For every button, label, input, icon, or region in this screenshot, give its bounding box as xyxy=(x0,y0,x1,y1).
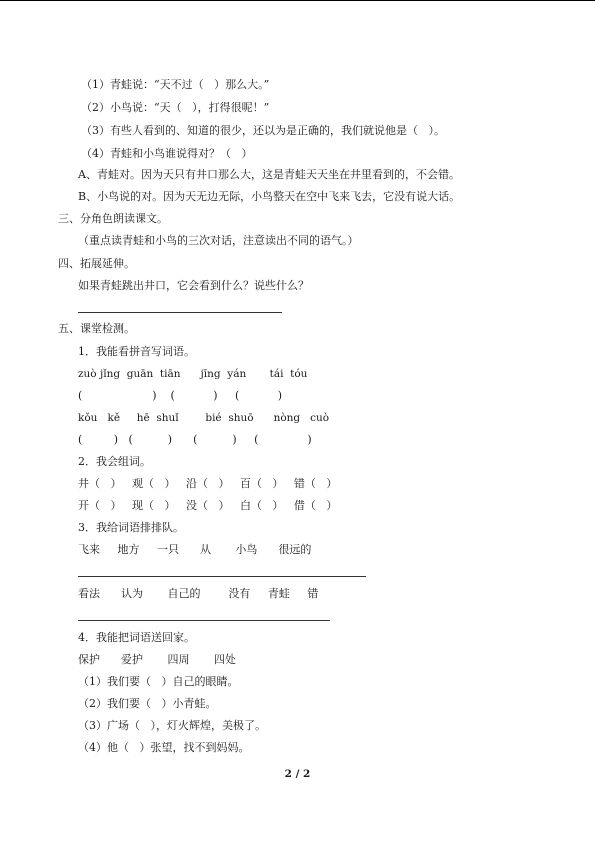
q3-idiom: （3）有些人看到的、知道的很少，还以为是正确的，我们就说他是（ ）。 xyxy=(81,124,445,137)
blanks-row-2: ( ) ( ) ( ) ( ) xyxy=(78,433,312,446)
pinyin-row-1: zuò jǐng guān tiān jīng yán tái tóu xyxy=(78,368,308,380)
section-three-title: 三、分角色朗读课文。 xyxy=(58,212,168,225)
word-group-row-2: 开（ ） 现（ ） 没（ ） 白（ ） 借（ ） xyxy=(78,499,338,512)
blanks-row-1: ( ) ( ) ( ) xyxy=(78,389,283,402)
task1-title: 1．我能看拼音写词语。 xyxy=(78,345,195,358)
fill-1: （1）我们要（ ）自己的眼睛。 xyxy=(78,675,239,688)
pinyin-row-2: kǒu kě hē shuǐ bié shuō nòng cuò xyxy=(78,412,330,424)
word-group-row-1: 井（ ） 观（ ） 沿（ ） 百（ ） 错（ ） xyxy=(78,477,338,490)
fill-4: （4）他（ ）张望，找不到妈妈。 xyxy=(78,741,250,754)
task4-title: 4．我能把词语送回家。 xyxy=(78,631,195,644)
task3-title: 3．我给词语排排队。 xyxy=(78,521,184,534)
answer-line[interactable] xyxy=(78,312,282,313)
section-four-title: 四、拓展延伸。 xyxy=(58,257,135,270)
task2-title: 2．我会组词。 xyxy=(78,455,151,468)
q4-who-is-right: （4）青蛙和小鸟谁说得对？（ ） xyxy=(81,147,253,160)
order-words-2: 看法 认为 自己的 没有 青蛙 错 xyxy=(78,587,319,600)
page-number: 2 / 2 xyxy=(284,768,311,780)
fill-3: （3）广场（ ），灯火辉煌，美极了。 xyxy=(78,719,266,732)
section-three-note: （重点读青蛙和小鸟的三次对话，注意读出不同的语气。） xyxy=(78,234,359,247)
section-four-question: 如果青蛙跳出井口，它会看到什么？说些什么？ xyxy=(78,279,309,292)
option-a: A、青蛙对。因为天只有井口那么大，这是青蛙天天坐在井里看到的，不会错。 xyxy=(78,168,460,181)
section-five-title: 五、课堂检测。 xyxy=(58,322,135,335)
option-b: B、小鸟说的对。因为天无边无际，小鸟整天在空中飞来飞去，它没有说大话。 xyxy=(78,190,461,203)
top-border xyxy=(0,0,595,1)
answer-line[interactable] xyxy=(78,576,366,577)
word-bank: 保护 爱护 四周 四处 xyxy=(78,653,236,666)
answer-line[interactable] xyxy=(78,620,330,621)
q2-bird-says: （2）小鸟说：“天（ ），打得很呢！” xyxy=(81,101,270,114)
order-words-1: 飞来 地方 一只 从 小鸟 很远的 xyxy=(78,543,312,556)
fill-2: （2）我们要（ ）小青蛙。 xyxy=(78,697,217,710)
q1-frog-says: （1）青蛙说：“天不过（ ）那么大。” xyxy=(81,78,270,91)
